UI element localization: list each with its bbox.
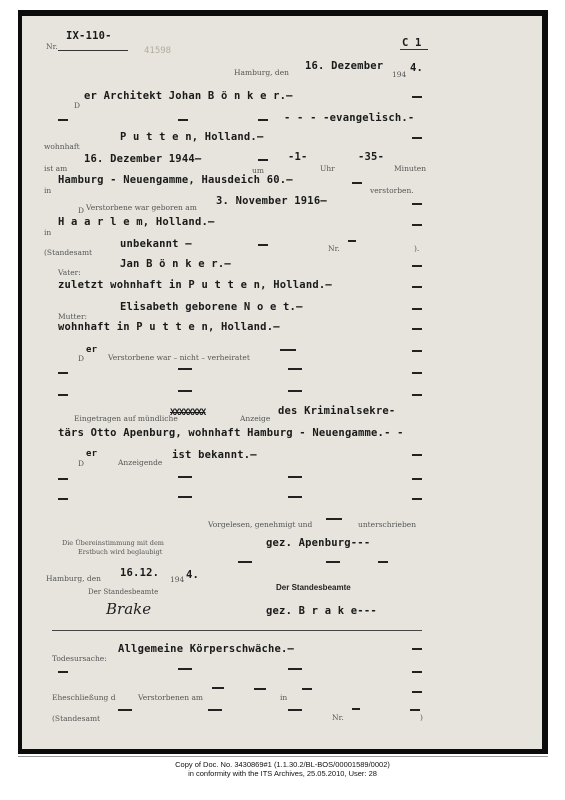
marriage-in-label: in (280, 693, 288, 702)
standesamt-close: ). (414, 244, 420, 253)
fill-dash (326, 518, 342, 520)
fill-dash (412, 454, 422, 456)
footer-line-2: in conformity with the ITS Archives, 25.05.2010, User: 28 (188, 769, 377, 778)
fill-dash (58, 671, 68, 673)
death-date: 16. Dezember 1944— (84, 153, 202, 165)
form-code-underline (400, 49, 428, 50)
footer-rule (18, 756, 548, 757)
born-label: Verstorbene war geboren am (86, 203, 197, 212)
fill-dash (412, 137, 422, 139)
fill-dash (412, 372, 422, 374)
fill-dash (352, 708, 360, 710)
standesamt-value: unbekannt — (120, 238, 192, 250)
fill-dash (288, 496, 302, 498)
deceased-name-line: er Architekt Johan B ö n k e r.— (84, 90, 293, 102)
father-name: Jan B ö n k e r.— (120, 258, 231, 270)
handwritten-signature: Brake (106, 600, 152, 618)
born-prefix: D (78, 206, 85, 215)
cert-city-label: Hamburg, den (46, 574, 101, 583)
signed-beamte: gez. B r a k e--- (266, 605, 377, 617)
fill-dash (412, 671, 422, 673)
fill-dash (280, 349, 296, 351)
fill-dash (178, 668, 192, 670)
fill-dash (178, 496, 192, 498)
fill-dash (208, 709, 222, 711)
birth-in-label: in (44, 228, 52, 237)
struck-word: XXXXXXXX (170, 408, 206, 418)
ist-am-label: ist am (44, 164, 68, 173)
father-residence: zuletzt wohnhaft in P u t t e n, Holland.— (58, 279, 332, 291)
certification-text-2: Erstbuch wird beglaubigt (78, 548, 163, 556)
fill-dash (58, 372, 68, 374)
fill-dash (410, 709, 420, 711)
fill-dash (288, 709, 302, 711)
anzeigende-article: er (86, 449, 98, 459)
married-label: Verstorbene war – nicht – verheiratet (108, 353, 250, 362)
marriage-label-2: Verstorbenen am (138, 693, 204, 702)
fill-dash (58, 478, 68, 480)
fill-dash (412, 286, 422, 288)
birth-place: H a a r l e m, Holland.— (58, 216, 215, 228)
reporter-line2: tärs Otto Apenburg, wohnhaft Hamburg - Neuengamme.- - (58, 427, 404, 439)
fill-dash (412, 308, 422, 310)
fill-dash (412, 648, 422, 650)
birth-date: 3. November 1916— (216, 195, 327, 207)
reporter-line1: des Kriminalsekre- (278, 405, 396, 417)
fill-dash (412, 350, 422, 352)
minuten-label: Minuten (394, 164, 427, 173)
fill-dash (258, 159, 268, 161)
faint-stamp: 41598 (144, 46, 172, 56)
fill-dash (412, 478, 422, 480)
verstorben-label: verstorben. (370, 186, 414, 195)
register-number: IX-110- (66, 30, 112, 42)
fill-dash (412, 691, 422, 693)
in-label: in (44, 186, 52, 195)
fill-dash (352, 182, 362, 184)
fill-dash (378, 561, 388, 563)
standesamt-nr-label: Nr. (328, 244, 340, 253)
beamte-title: Der Standesbeamte (276, 583, 351, 592)
fill-dash (178, 390, 192, 392)
death-place: Hamburg - Neuengamme, Hausdeich 60.— (58, 174, 293, 186)
fill-dash (258, 244, 268, 246)
fill-dash (412, 265, 422, 267)
wohnhaft-label: wohnhaft (44, 142, 80, 151)
registration-date: 16. Dezember (305, 60, 384, 72)
lower-close: ) (420, 713, 423, 722)
mutter-label: Mutter: (58, 312, 88, 321)
anzeigende-prefix: D (78, 459, 85, 468)
death-minutes: -35- (358, 151, 385, 163)
married-article: er (86, 345, 98, 355)
fill-dash (288, 390, 302, 392)
fill-dash (178, 119, 188, 121)
fill-dash (348, 240, 356, 242)
fill-dash (326, 561, 340, 563)
cert-year-suffix: 4. (186, 569, 200, 581)
fill-dash (254, 688, 266, 690)
cert-date: 16.12. (120, 567, 160, 579)
fill-dash (178, 476, 192, 478)
fill-dash (58, 498, 68, 500)
year-suffix: 4. (410, 62, 424, 74)
death-hour: -1- (288, 151, 308, 163)
residence: P u t t e n, Holland.— (120, 131, 264, 143)
fill-dash (238, 561, 252, 563)
signed-reporter: gez. Apenburg--- (266, 537, 371, 549)
cause-label: Todesursache: (52, 654, 107, 663)
section-divider (52, 630, 422, 631)
fill-dash (288, 668, 302, 670)
religion: - - - -evangelisch.- (284, 112, 415, 124)
vorgelesen-label: Vorgelesen, genehmigt und (208, 520, 313, 529)
uhr-label: Uhr (320, 164, 335, 173)
fill-dash (302, 688, 312, 690)
fill-dash (412, 328, 422, 330)
nr-underline (58, 50, 128, 51)
fill-dash (412, 394, 422, 396)
fill-dash (58, 394, 68, 396)
fill-dash (258, 119, 268, 121)
standesamt-label: (Standesamt (44, 248, 93, 257)
fill-dash (412, 224, 422, 226)
fill-dash (288, 368, 302, 370)
vater-label: Vater: (58, 268, 81, 277)
eingetragen-label: Eingetragen auf mündliche (74, 414, 178, 423)
fill-dash (178, 368, 192, 370)
anzeige-label: Anzeige (240, 414, 271, 423)
form-code: C 1 (402, 37, 422, 49)
um-label: um (252, 166, 264, 175)
mother-residence: wohnhaft in P u t t e n, Holland.— (58, 321, 280, 333)
cause-of-death: Allgemeine Körperschwäche.— (118, 643, 295, 655)
city-label: Hamburg, den (234, 68, 289, 77)
fill-dash (288, 476, 302, 478)
fill-dash (412, 96, 422, 98)
reporter-known: ist bekannt.— (172, 449, 257, 461)
lower-nr-label: Nr. (332, 713, 344, 722)
year-prefix: 194 (392, 70, 407, 79)
marriage-label: Eheschließung d (52, 693, 116, 702)
married-prefix: D (78, 354, 85, 363)
line1-prefix: D (74, 101, 81, 110)
certification-text-1: Die Übereinstimmung mit dem (62, 539, 164, 547)
fill-dash (118, 709, 132, 711)
unterschrieben-label: unterschrieben (358, 520, 417, 529)
cert-beamte-label: Der Standesbeamte (88, 588, 159, 596)
nr-label: Nr. (46, 42, 58, 51)
cert-year-prefix: 194 (170, 575, 185, 584)
fill-dash (58, 119, 68, 121)
lower-standesamt-label: (Standesamt (52, 714, 101, 723)
fill-dash (412, 498, 422, 500)
fill-dash (412, 203, 422, 205)
fill-dash (212, 687, 224, 689)
mother-name: Elisabeth geborene N o e t.— (120, 301, 303, 313)
footer-line-1: Copy of Doc. No. 3430869#1 (1.1.30.2/BL-BOS/00001589/0002) (175, 760, 390, 769)
anzeigende-label: Anzeigende (118, 458, 163, 467)
document-page (22, 16, 542, 749)
